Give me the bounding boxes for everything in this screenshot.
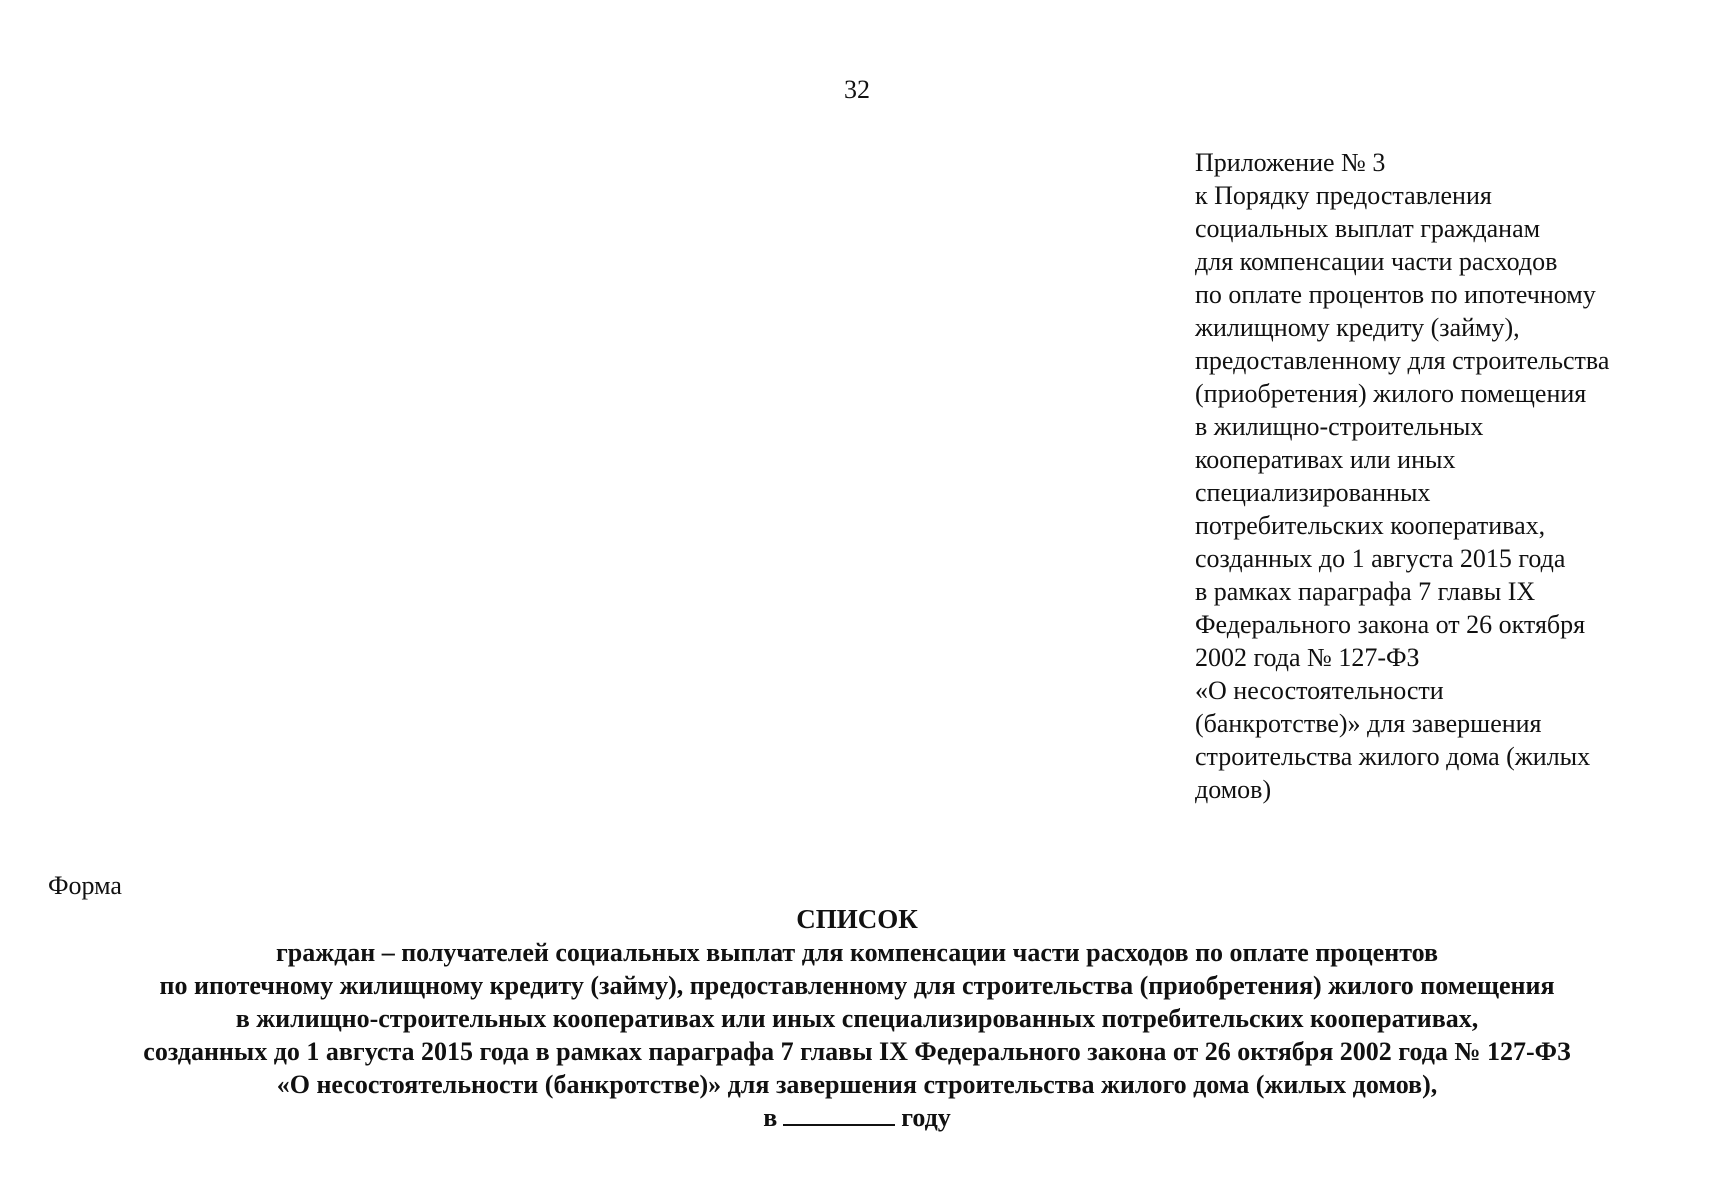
title-main: СПИСОК — [796, 904, 918, 934]
title-line: граждан – получателей социальных выплат для компенсации части расходов по оплате процентов — [275, 938, 1439, 967]
appendix-line: 2002 года № 127-ФЗ — [1195, 643, 1420, 672]
year-suffix: году — [901, 1103, 951, 1132]
appendix-line: жилищному кредиту (займу), — [1195, 313, 1520, 342]
appendix-line: в рамках параграфа 7 главы IX — [1195, 577, 1536, 606]
title-year-line — [0, 1101, 1714, 1134]
title-line: по ипотечному жилищному кредиту (займу), предоставленному для строительства (приобретения) жилого помещения — [159, 971, 1555, 1000]
year-prefix: в — [763, 1103, 778, 1132]
appendix-line: домов) — [1195, 775, 1272, 804]
appendix-line: кооперативах или иных — [1195, 445, 1456, 474]
appendix-block — [1195, 146, 1695, 806]
appendix-line: специализированных — [1195, 478, 1431, 507]
title-line: «О несостоятельности (банкротстве)» для завершения строительства жилого дома (жилых домов), — [276, 1070, 1438, 1099]
appendix-line: созданных до 1 августа 2015 года — [1195, 544, 1566, 573]
appendix-line: для компенсации части расходов — [1195, 247, 1558, 276]
appendix-line: социальных выплат гражданам — [1195, 214, 1541, 243]
appendix-line: строительства жилого дома (жилых — [1195, 742, 1591, 771]
appendix-line: по оплате процентов по ипотечному — [1195, 280, 1596, 309]
appendix-line: (банкротстве)» для завершения — [1195, 709, 1542, 738]
page-number: 32 — [844, 75, 870, 104]
appendix-line: Федерального закона от 26 октября — [1195, 610, 1586, 639]
form-label: Форма — [48, 871, 122, 900]
appendix-line: «О несостоятельности — [1195, 676, 1444, 705]
appendix-line: к Порядку предоставления — [1195, 181, 1492, 210]
document-title — [0, 902, 1714, 1134]
title-line: созданных до 1 августа 2015 года в рамках параграфа 7 главы IX Федерального закона от 26 октября 2002 года № 127-ФЗ — [143, 1037, 1571, 1066]
appendix-line: (приобретения) жилого помещения — [1195, 379, 1587, 408]
appendix-line: в жилищно-строительных — [1195, 412, 1484, 441]
year-blank-field — [783, 1102, 895, 1126]
title-line: в жилищно-строительных кооперативах или иных специализированных потребительских кооперативах, — [235, 1004, 1479, 1033]
appendix-line: Приложение № 3 — [1195, 148, 1386, 177]
appendix-line: предоставленному для строительства — [1195, 346, 1610, 375]
appendix-line: потребительских кооперативах, — [1195, 511, 1546, 540]
